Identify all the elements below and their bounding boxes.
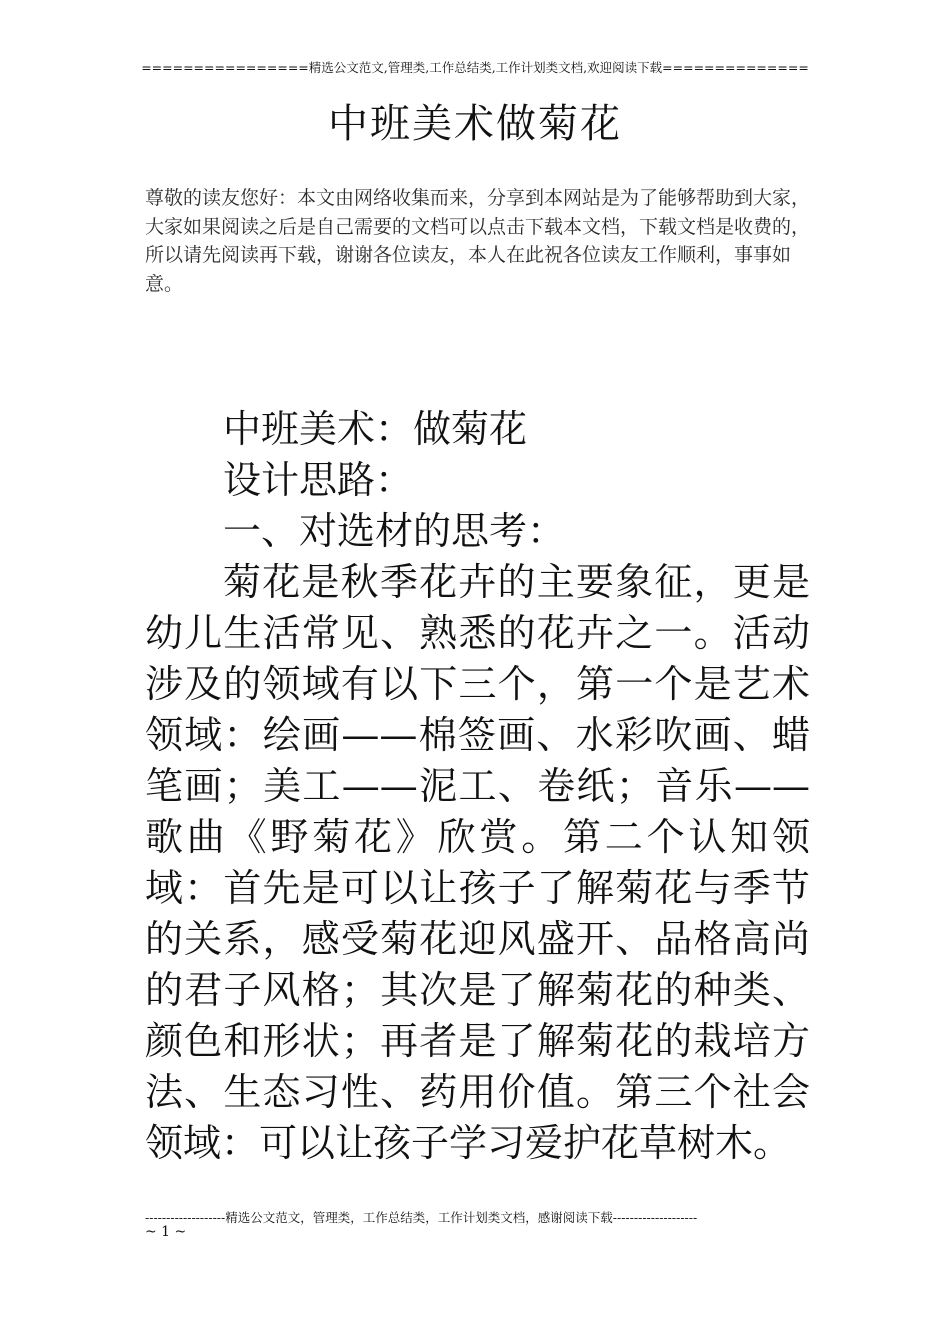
document-title: 中班美术做菊花 — [328, 101, 622, 147]
document-body — [145, 404, 810, 1169]
section-heading: 设计思路： — [223, 458, 414, 502]
page-number: ~ 1 ~ — [145, 1224, 187, 1240]
body-paragraph: 菊花是秋季花卉的主要象征，更是幼儿生活常见、熟悉的花卉之一。活动涉及的领域有以下三个，第一个是艺术领域：绘画——棉签画、水彩吹画、蜡笔画；美工——泥工、卷纸；音乐——歌曲《野菊花》欣赏。第二个认知领域：首先是可以让孩子了解菊花与季节的关系，感受菊花迎风盛开、品格高尚的君子风格；其次是了解菊花的种类、颜色和形状；再者是了解菊花的栽培方法、生态习性、药用价值。第三个社会领域：可以让孩子学习爱护花草树木。 — [145, 560, 810, 1165]
document-subtitle: 中班美术：做菊花 — [223, 407, 528, 451]
reader-notice: 尊敬的读友您好：本文由网络收集而来，分享到本网站是为了能够帮助到大家，大家如果阅读之后是自己需要的文档可以点击下载本文档，下载文档是收费的，所以请先阅读再下载，谢谢各位读友，本人在此祝各位读友工作顺利，事事如意。 — [145, 187, 811, 295]
subsection-heading: 一、对选材的思考： — [223, 509, 566, 553]
header-banner: ================精选公文范文,管理类,工作总结类,工作计划类文档,欢迎阅读下载============== — [141, 60, 809, 75]
footer-banner: -------------------精选公文范文，管理类，工作总结类，工作计划类文档，感谢阅读下载-------------------- — [145, 1210, 698, 1225]
